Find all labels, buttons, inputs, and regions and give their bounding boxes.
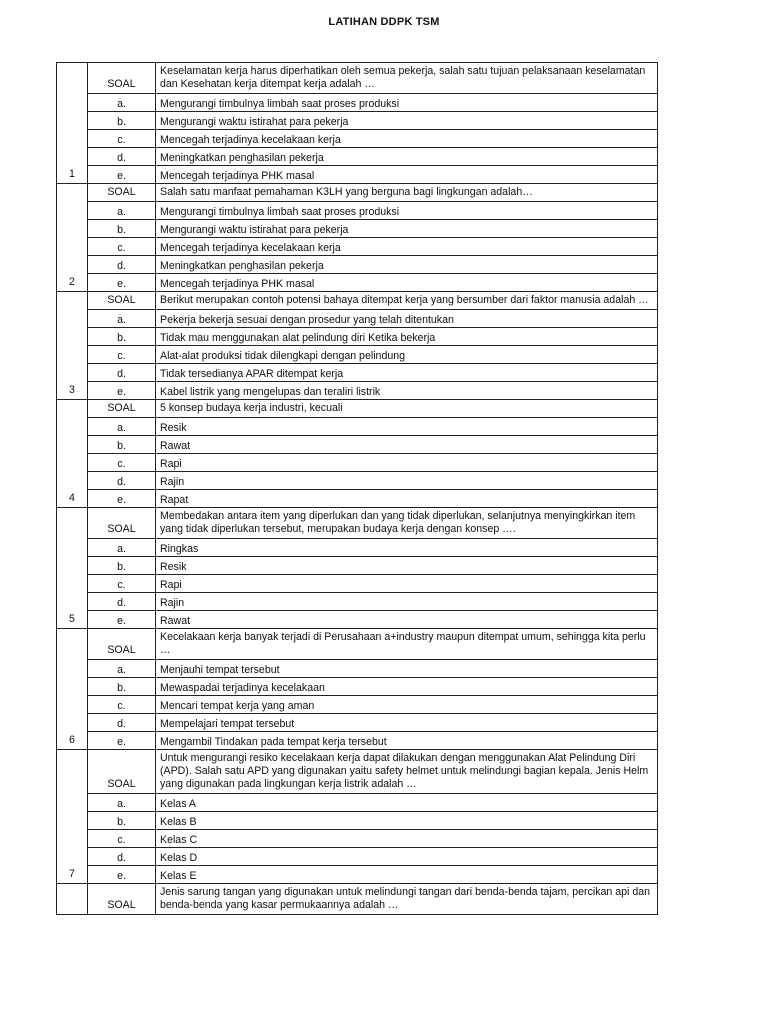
question-number: 7 — [57, 750, 88, 884]
option-text: Rapat — [156, 490, 658, 508]
soal-label: SOAL — [88, 400, 156, 418]
question-row — [57, 184, 658, 202]
option-row — [57, 382, 658, 400]
option-text: Mencegah terjadinya kecelakaan kerja — [156, 130, 658, 148]
question-text: Berikut merupakan contoh potensi bahaya ditempat kerja yang bersumber dari faktor manusia adalah … — [156, 292, 658, 310]
question-text: Keselamatan kerja harus diperhatikan oleh semua pekerja, salah satu tujuan pelaksanaan keselamatan dan Kesehatan kerja ditempat kerja adalah … — [156, 63, 658, 94]
soal-label: SOAL — [88, 292, 156, 310]
option-row — [57, 364, 658, 382]
option-row — [57, 678, 658, 696]
option-text: Meningkatkan penghasilan pekerja — [156, 256, 658, 274]
option-label: c. — [88, 238, 156, 256]
option-label: a. — [88, 202, 156, 220]
option-label: c. — [88, 696, 156, 714]
option-label: d. — [88, 256, 156, 274]
option-text: Mempelajari tempat tersebut — [156, 714, 658, 732]
soal-label: SOAL — [88, 63, 156, 94]
option-row — [57, 830, 658, 848]
option-text: Kelas E — [156, 866, 658, 884]
question-number: 5 — [57, 508, 88, 629]
question-row — [57, 400, 658, 418]
option-row — [57, 575, 658, 593]
soal-label: SOAL — [88, 884, 156, 915]
quiz-table — [56, 62, 658, 915]
option-text: Rajin — [156, 472, 658, 490]
option-text: Mencegah terjadinya kecelakaan kerja — [156, 238, 658, 256]
question-number: 3 — [57, 292, 88, 400]
soal-label: SOAL — [88, 184, 156, 202]
option-label: b. — [88, 112, 156, 130]
question-row — [57, 884, 658, 915]
option-text: Kelas D — [156, 848, 658, 866]
question-text: 5 konsep budaya kerja industri, kecuali — [156, 400, 658, 418]
question-number: 6 — [57, 629, 88, 750]
option-text: Mengurangi timbulnya limbah saat proses produksi — [156, 94, 658, 112]
option-row — [57, 256, 658, 274]
option-label: c. — [88, 454, 156, 472]
option-text: Alat-alat produksi tidak dilengkapi dengan pelindung — [156, 346, 658, 364]
option-row — [57, 202, 658, 220]
option-row — [57, 238, 658, 256]
option-text: Kelas C — [156, 830, 658, 848]
question-number: 1 — [57, 63, 88, 184]
option-label: d. — [88, 364, 156, 382]
option-label: a. — [88, 94, 156, 112]
option-row — [57, 812, 658, 830]
option-text: Meningkatkan penghasilan pekerja — [156, 148, 658, 166]
option-text: Mencari tempat kerja yang aman — [156, 696, 658, 714]
option-label: d. — [88, 848, 156, 866]
option-label: c. — [88, 346, 156, 364]
question-text: Untuk mengurangi resiko kecelakaan kerja dapat dilakukan dengan menggunakan Alat Pelindung Diri (APD). Salah satu APD yang digunakan yaitu safety helmet untuk melindungi bagian kepala. Jenis Helm yang digunakan pada lingkungan kerja listrik adalah … — [156, 750, 658, 794]
option-text: Menjauhi tempat tersebut — [156, 660, 658, 678]
option-text: Mencegah terjadinya PHK masal — [156, 274, 658, 292]
option-label: c. — [88, 130, 156, 148]
option-text: Resik — [156, 557, 658, 575]
soal-label: SOAL — [88, 508, 156, 539]
option-label: e. — [88, 166, 156, 184]
option-row — [57, 130, 658, 148]
option-row — [57, 328, 658, 346]
option-text: Rawat — [156, 611, 658, 629]
question-text: Jenis sarung tangan yang digunakan untuk melindungi tangan dari benda-benda tajam, percikan api dan benda-benda yang kasar permukaannya adalah … — [156, 884, 658, 915]
question-number — [57, 884, 88, 915]
question-row — [57, 292, 658, 310]
option-row — [57, 310, 658, 328]
option-text: Kabel listrik yang mengelupas dan teraliri listrik — [156, 382, 658, 400]
soal-label: SOAL — [88, 750, 156, 794]
option-label: c. — [88, 830, 156, 848]
option-label: d. — [88, 472, 156, 490]
option-row — [57, 848, 658, 866]
option-text: Mengurangi timbulnya limbah saat proses produksi — [156, 202, 658, 220]
quiz-table-body — [57, 63, 658, 915]
option-text: Mengambil Tindakan pada tempat kerja tersebut — [156, 732, 658, 750]
option-row — [57, 660, 658, 678]
option-row — [57, 94, 658, 112]
option-text: Ringkas — [156, 539, 658, 557]
option-label: b. — [88, 557, 156, 575]
option-label: e. — [88, 382, 156, 400]
option-text: Kelas A — [156, 794, 658, 812]
option-label: b. — [88, 328, 156, 346]
question-text: Membedakan antara item yang diperlukan dan yang tidak diperlukan, selanjutnya menyingkirkan item yang tidak diperlukan tersebut, merupakan budaya kerja dengan konsep …. — [156, 508, 658, 539]
option-row — [57, 220, 658, 238]
option-row — [57, 490, 658, 508]
option-label: b. — [88, 812, 156, 830]
option-label: a. — [88, 539, 156, 557]
option-row — [57, 436, 658, 454]
question-text: Kecelakaan kerja banyak terjadi di Perusahaan a+industry maupun ditempat umum, sehingga kita perlu … — [156, 629, 658, 660]
option-row — [57, 593, 658, 611]
option-label: d. — [88, 714, 156, 732]
option-text: Mengurangi waktu istirahat para pekerja — [156, 220, 658, 238]
option-row — [57, 166, 658, 184]
option-text: Tidak tersedianya APAR ditempat kerja — [156, 364, 658, 382]
option-text: Resik — [156, 418, 658, 436]
option-label: e. — [88, 866, 156, 884]
option-label: a. — [88, 660, 156, 678]
option-text: Kelas B — [156, 812, 658, 830]
option-label: a. — [88, 794, 156, 812]
option-label: e. — [88, 490, 156, 508]
option-label: a. — [88, 418, 156, 436]
option-text: Pekerja bekerja sesuai dengan prosedur yang telah ditentukan — [156, 310, 658, 328]
option-text: Rawat — [156, 436, 658, 454]
option-row — [57, 274, 658, 292]
page-title: LATIHAN DDPK TSM — [328, 16, 440, 28]
option-text: Rajin — [156, 593, 658, 611]
option-row — [57, 454, 658, 472]
option-label: b. — [88, 436, 156, 454]
soal-label: SOAL — [88, 629, 156, 660]
option-text: Rapi — [156, 575, 658, 593]
question-row — [57, 63, 658, 94]
option-label: b. — [88, 220, 156, 238]
option-label: d. — [88, 148, 156, 166]
question-number: 4 — [57, 400, 88, 508]
option-row — [57, 557, 658, 575]
option-label: a. — [88, 310, 156, 328]
question-text: Salah satu manfaat pemahaman K3LH yang berguna bagi lingkungan adalah… — [156, 184, 658, 202]
option-text: Rapi — [156, 454, 658, 472]
option-row — [57, 794, 658, 812]
option-row — [57, 346, 658, 364]
option-row — [57, 732, 658, 750]
option-row — [57, 112, 658, 130]
option-row — [57, 472, 658, 490]
option-row — [57, 866, 658, 884]
option-text: Tidak mau menggunakan alat pelindung diri Ketika bekerja — [156, 328, 658, 346]
option-row — [57, 418, 658, 436]
option-label: d. — [88, 593, 156, 611]
option-label: e. — [88, 611, 156, 629]
option-row — [57, 696, 658, 714]
option-text: Mengurangi waktu istirahat para pekerja — [156, 112, 658, 130]
question-row — [57, 750, 658, 794]
option-label: e. — [88, 732, 156, 750]
option-label: e. — [88, 274, 156, 292]
question-row — [57, 508, 658, 539]
option-label: c. — [88, 575, 156, 593]
option-label: b. — [88, 678, 156, 696]
option-row — [57, 148, 658, 166]
option-text: Mewaspadai terjadinya kecelakaan — [156, 678, 658, 696]
option-row — [57, 539, 658, 557]
option-row — [57, 611, 658, 629]
question-number: 2 — [57, 184, 88, 292]
option-text: Mencegah terjadinya PHK masal — [156, 166, 658, 184]
question-row — [57, 629, 658, 660]
option-row — [57, 714, 658, 732]
